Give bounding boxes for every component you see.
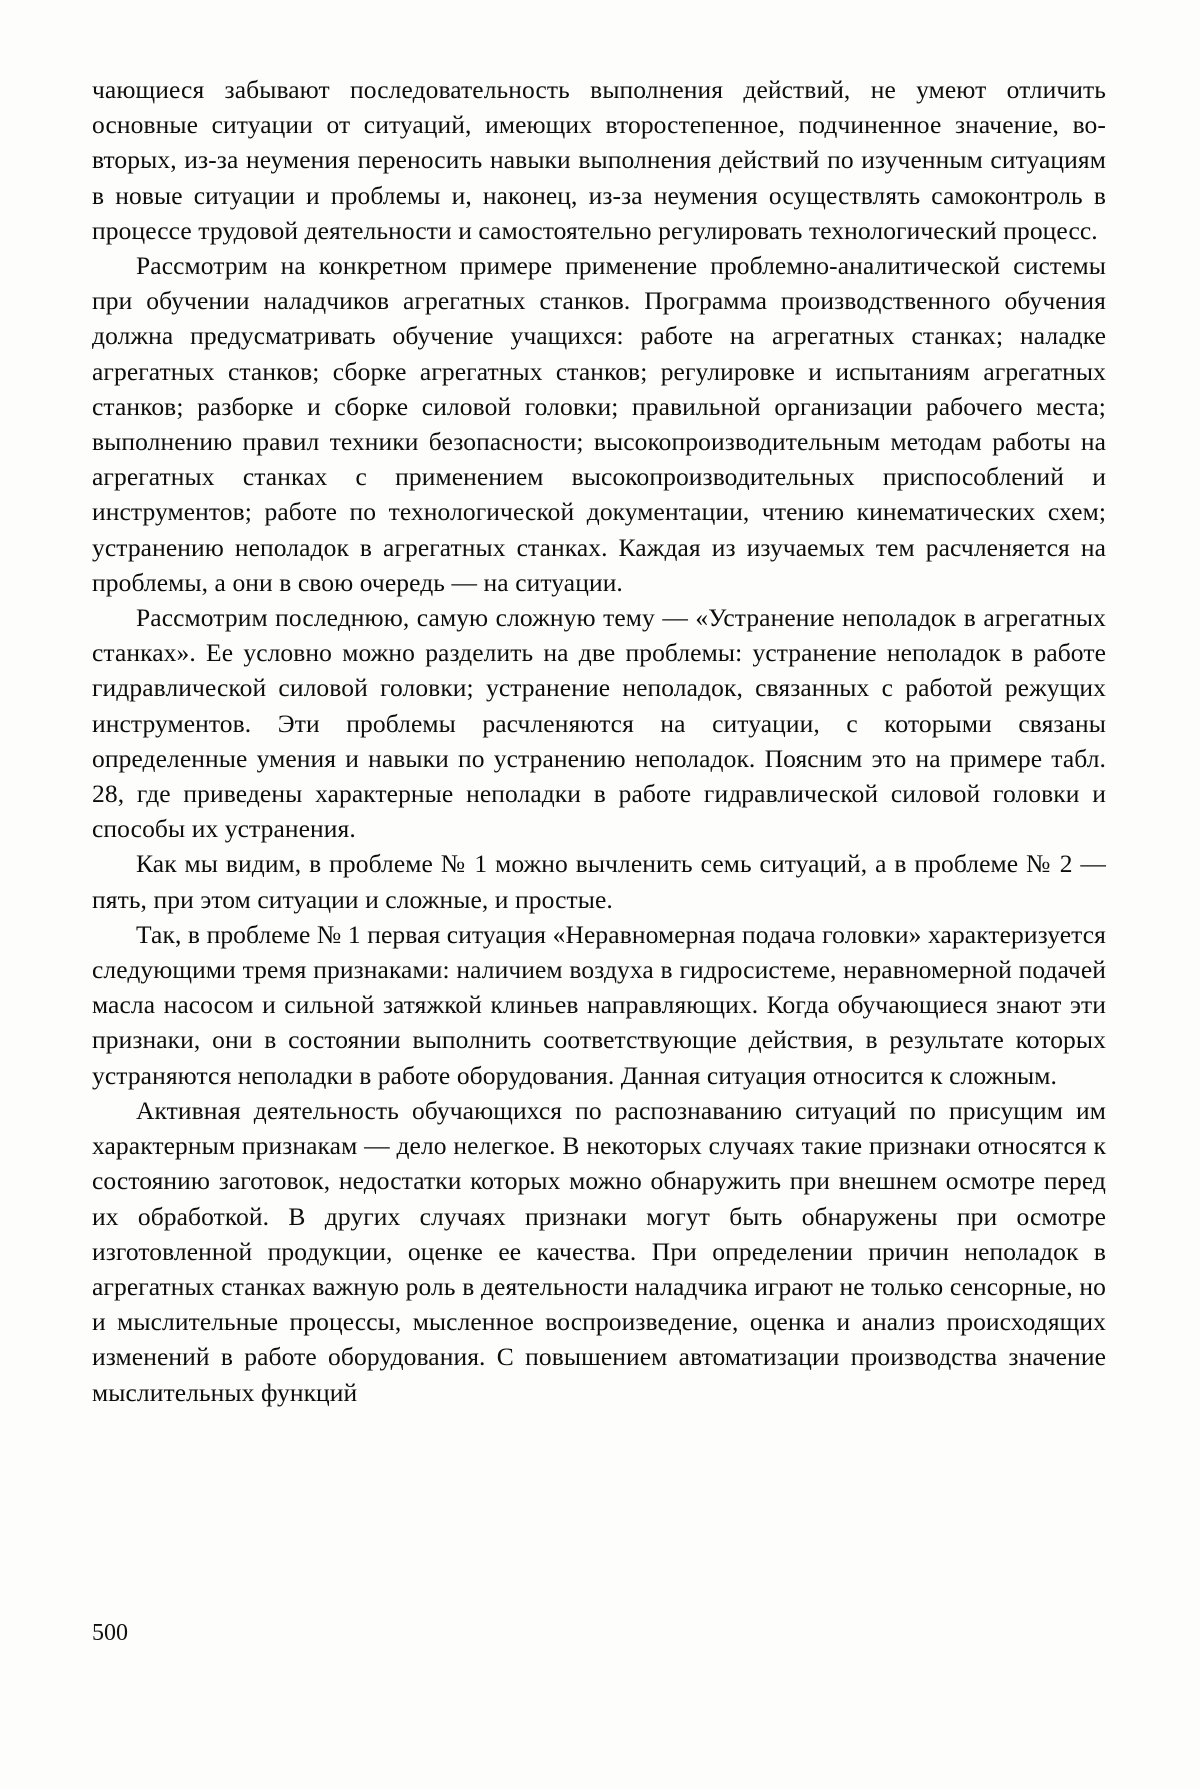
page-number: 500: [92, 1620, 128, 1646]
page-text-body: [92, 72, 1106, 1410]
paragraph: Активная деятельность обучающихся по распознаванию ситуаций по присущим им характерным признакам — дело нелегкое. В некоторых случаях такие признаки относятся к состоянию заготовок, недостатки которых можно обнаружить при внешнем осмотре перед их обработкой. В других случаях признаки могут быть обнаружены при осмотре изготовленной продукции, оценке ее качества. При определении причин неполадок в агрегатных станках важную роль в деятельности наладчика играют не только сенсорные, но и мыслительные процессы, мысленное воспроизведение, оценка и анализ происходящих изменений в работе оборудования. С повышением автоматизации производства значение мыслительных функций: [92, 1095, 1106, 1407]
paragraph: чающиеся забывают последовательность выполнения действий, не умеют отличить основные ситуации от ситуаций, имеющих второстепенное, подчиненное значение, во-вторых, из-за неумения переносить навыки выполнения действий по изученным ситуациям в новые ситуации и проблемы и, наконец, из-за неумения осуществлять самоконтроль в процессе трудовой деятельности и самостоятельно регулировать технологический процесс.: [92, 75, 1106, 245]
paragraph: Рассмотрим последнюю, самую сложную тему — «Устранение неполадок в агрегатных станках». Ее условно можно разделить на две проблемы: устранение неполадок в работе гидравлической силовой головки; устранение неполадок, связанных с работой режущих инструментов. Эти проблемы расчленяются на ситуации, с которыми связаны определенные умения и навыки по устранению неполадок. Поясним это на примере табл. 28, где приведены характерные неполадки в работе гидравлической силовой головки и способы их устранения.: [92, 603, 1106, 844]
paragraph: Так, в проблеме № 1 первая ситуация «Неравномерная подача головки» характеризуется следующими тремя признаками: наличием воздуха в гидросистеме, неравномерной подачей масла насосом и сильной затяжкой клиньев направляющих. Когда обучающиеся знают эти признаки, они в состоянии выполнить соответствующие действия, в результате которых устраняются неполадки в работе оборудования. Данная ситуация относится к сложным.: [92, 919, 1106, 1090]
paragraph: Как мы видим, в проблеме № 1 можно вычленить семь ситуаций, а в проблеме № 2 — пять, при этом ситуации и сложные, и простые.: [92, 849, 1106, 914]
paragraph: Рассмотрим на конкретном примере применение проблемно-аналитической системы при обучении наладчиков агрегатных станков. Программа производственного обучения должна предусматривать обучение учащихся: работе на агрегатных станках; наладке агрегатных станков; сборке агрегатных станков; регулировке и испытаниям агрегатных станков; разборке и сборке силовой головки; правильной организации рабочего места; выполнению правил техники безопасности; высокопроизводительным методам работы на агрегатных станках с применением высокопроизводительных приспособлений и инструментов; работе по технологической документации, чтению кинематических схем; устранению неполадок в агрегатных станках. Каждая из изучаемых тем расчленяется на проблемы, а они в свою очередь — на ситуации.: [92, 251, 1106, 597]
